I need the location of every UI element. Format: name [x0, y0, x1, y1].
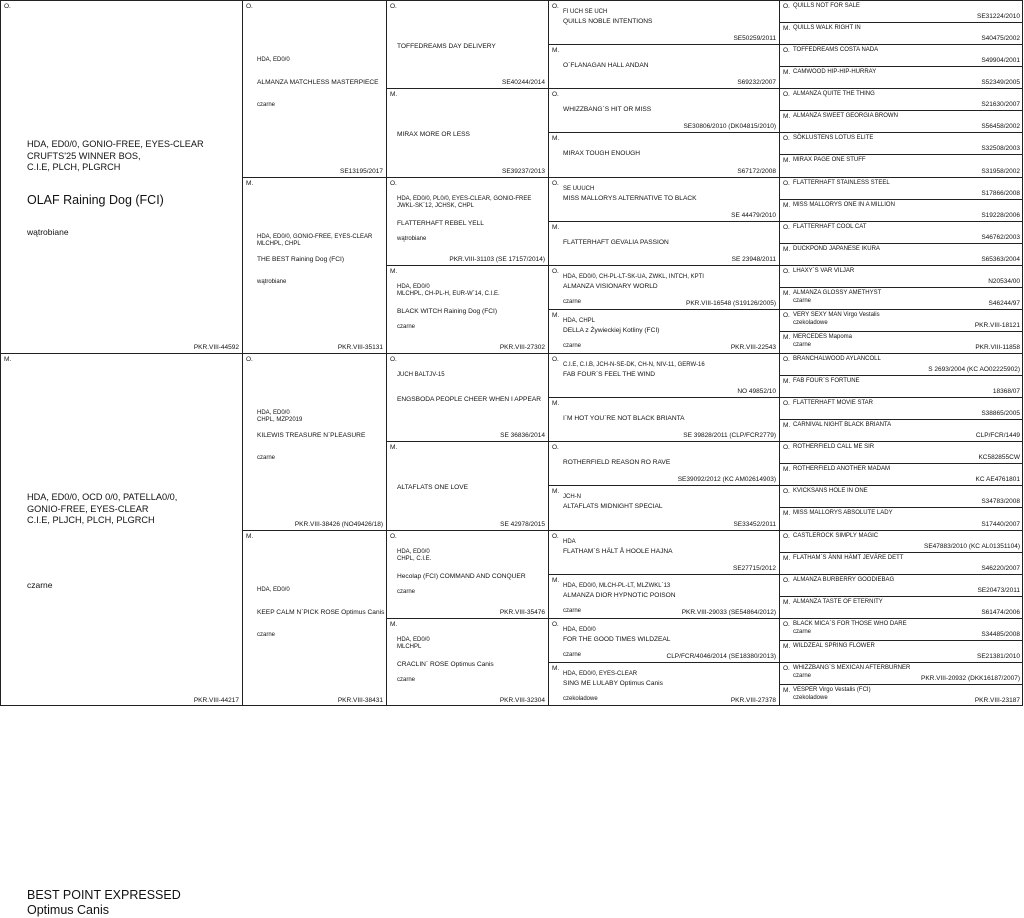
registration-number: CLP/FCR/4046/2014 (SE18380/2013): [666, 652, 776, 660]
dog-name: KEEP CALM N`PICK ROSE Optimus Canis: [257, 608, 385, 616]
registration-number: PKR.VIII-11858: [975, 344, 1020, 351]
dog-color: czarne: [257, 455, 276, 461]
pedigree-cell-gen5: [779, 199, 1023, 221]
registration-number: PKR.VIII-38431: [337, 697, 383, 704]
dog-name: FAB FOUR`S FORTUNE: [793, 378, 860, 385]
pedigree-cell-gen5: [779, 397, 1023, 419]
registration-number: 18368/07: [992, 388, 1020, 396]
pedigree-cell-gen3: [386, 0, 548, 88]
pedigree-cell-gen4: [548, 265, 779, 309]
dog-name: SING ME LULABY Optimus Canis: [563, 679, 663, 687]
pedigree-cell-gen2: [242, 353, 386, 530]
dog-color: wątrobiane: [27, 227, 69, 237]
registration-number: S31958/2002: [981, 167, 1020, 175]
dog-name: MISS MALLORYS ONE IN A MILLION: [793, 201, 895, 208]
registration-number: SE31224/2010: [976, 13, 1020, 21]
pedigree-cell-gen4: [548, 618, 779, 662]
dog-name: BLACK WITCH Raining Dog (FCI): [397, 307, 498, 315]
registration-number: SE40244/2014: [501, 79, 545, 87]
sex-label: M.: [783, 289, 791, 297]
registration-number: PKR.VIII-35476: [499, 608, 545, 616]
registration-number: S67172/2008: [737, 167, 776, 175]
dog-color: czarne: [793, 297, 812, 304]
dog-titles: HDA, ED0/0: [563, 626, 596, 633]
dog-name: CASTLEROCK SIMPLY MAGIC: [793, 532, 879, 539]
pedigree-cell-gen4: [548, 441, 779, 485]
dog-color: czekoladowe: [793, 319, 828, 326]
pedigree-cell-gen3: [386, 88, 548, 176]
pedigree-cell-gen5: [779, 507, 1023, 529]
dog-color: czarne: [397, 676, 416, 683]
registration-number: SE33452/2011: [733, 520, 776, 528]
registration-number: PKR.VIII-31103 (SE 17157/2014): [449, 255, 545, 263]
registration-number: S69232/2007: [737, 79, 776, 87]
registration-number: PKR.VIII-23187: [974, 697, 1020, 704]
sex-label: O.: [783, 532, 790, 540]
sex-label: O.: [390, 356, 397, 363]
pedigree-cell-gen5: [779, 309, 1023, 331]
dog-name: FLATTERHAFT GEVALIA PASSION: [563, 238, 669, 246]
pedigree-cell-gen4: [548, 397, 779, 441]
sex-label: O.: [552, 179, 559, 187]
registration-number: S32508/2003: [981, 145, 1020, 153]
sex-label: M.: [783, 25, 791, 33]
registration-number: S46244/97: [988, 299, 1020, 307]
pedigree-cell-gen5: [779, 243, 1023, 265]
sex-label: O.: [552, 532, 559, 540]
dog-name: ROTHERFIELD CALL ME SIR: [793, 444, 875, 451]
dog-name: BLACK MICA`S FOR THOSE WHO DARE: [793, 620, 907, 627]
pedigree-cell-gen1: [0, 353, 242, 917]
dog-color: wątrobiane: [397, 235, 427, 242]
registration-number: SE30806/2010 (DK04815/2010): [683, 123, 776, 131]
dog-name: ALTAFLATS MIDNIGHT SPECIAL: [563, 503, 663, 511]
pedigree-cell-gen3: [386, 618, 548, 706]
pedigree-cell-gen5: [779, 22, 1023, 44]
dog-name: FLATTERHAFT STAINLESS STEEL: [793, 179, 890, 186]
registration-number: PKR.VIII-44592: [193, 344, 239, 351]
dog-name: FLATHAM`S HÄLT Å HOOLE HAJNA: [563, 547, 673, 555]
registration-number: SE 44479/2010: [731, 211, 776, 219]
sex-label: M.: [783, 466, 791, 474]
dog-name: FOR THE GOOD TIMES WILDZEAL: [563, 635, 671, 643]
sex-label: O.: [783, 400, 790, 408]
sex-label: O.: [783, 267, 790, 275]
dog-name: MISS MALLORYS ABSOLUTE LADY: [793, 510, 893, 517]
pedigree-cell-gen5: [779, 419, 1023, 441]
pedigree-cell-gen5: [779, 132, 1023, 154]
sex-label: M.: [783, 422, 791, 430]
sex-label: M.: [552, 488, 560, 496]
dog-name: ROTHERFIELD REASON RO RAVE: [563, 459, 671, 467]
pedigree-cell-gen5: [779, 88, 1023, 110]
registration-number: NO 49852/10: [737, 388, 776, 396]
pedigree-cell-gen4: [548, 221, 779, 265]
registration-number: SE47883/2010 (KC AL01351104): [923, 542, 1020, 550]
pedigree-cell-gen5: [779, 177, 1023, 199]
sex-label: M.: [246, 179, 254, 187]
sex-label: M.: [783, 598, 791, 606]
registration-number: PKR.VIII-22543: [730, 344, 776, 351]
registration-number: S 2693/2004 (KC AO02225902): [928, 366, 1020, 374]
dog-name: TOFFEDREAMS COSTA NADA: [793, 47, 879, 54]
dog-name: ENGSBODA PEOPLE CHEER WHEN I APPEAR: [397, 396, 542, 403]
sex-label: O.: [783, 179, 790, 187]
registration-number: SE50259/2011: [733, 35, 776, 43]
dog-name: KVICKSANS HOLE IN ONE: [793, 488, 868, 495]
dog-name: DUCKPOND JAPANESE IKURA: [793, 245, 880, 252]
sex-label: M.: [783, 333, 791, 341]
registration-number: SE27715/2012: [732, 564, 776, 572]
dog-name: ROTHERFIELD ANOTHER MADAM: [793, 466, 891, 473]
sex-label: O.: [552, 91, 559, 99]
registration-number: SE 42978/2015: [500, 520, 545, 528]
registration-number: N20534/00: [988, 277, 1020, 285]
sex-label: O.: [783, 223, 790, 231]
dog-name: FAB FOUR`S FEEL THE WIND: [563, 371, 655, 378]
sex-label: O.: [783, 47, 790, 55]
registration-number: S34485/2008: [981, 630, 1020, 638]
registration-number: PKR.VIII-44217: [193, 697, 239, 704]
dog-color: czarne: [793, 628, 812, 635]
dog-name: ALMANZA TASTE OF ETERNITY: [793, 598, 883, 605]
dog-color: czarne: [257, 102, 276, 108]
pedigree-cell-gen5: [779, 530, 1023, 552]
dog-name: SÖKLUSTENS LOTUS ELITE: [793, 135, 874, 142]
pedigree-cell-gen5: [779, 353, 1023, 375]
dog-name: ALMANZA MATCHLESS MASTERPIECE: [257, 79, 379, 86]
dog-name: FLATTERHAFT REBEL YELL: [397, 219, 484, 227]
registration-number: PKR.VIII-27302: [499, 344, 545, 351]
pedigree-cell-gen5: [779, 684, 1023, 706]
sex-label: M.: [783, 642, 791, 650]
sex-label: O.: [783, 620, 790, 628]
dog-titles: FI UCH SE UCH: [563, 9, 608, 15]
sex-label: M.: [552, 400, 560, 408]
dog-titles: HDA, ED0/0, OCD 0/0, PATELLA0/0, GONIO-FREE, EYES-CLEAR C.I.E, PLJCH, PLCH, PLGRCH: [27, 492, 178, 525]
dog-name: MISS MALLORYS ALTERNATIVE TO BLACK: [563, 194, 697, 202]
registration-number: PKR.VIII-38426 (NO49426/18): [294, 520, 383, 528]
registration-number: SE 36836/2014: [500, 432, 545, 440]
pedigree-cell-gen3: [386, 177, 548, 265]
sex-label: O.: [783, 311, 790, 319]
dog-color: czarne: [397, 323, 416, 330]
dog-name: ALMANZA DIOR HYPNOTIC POISON: [563, 591, 676, 599]
dog-titles: HDA, ED0/0: [257, 586, 290, 593]
pedigree-cell-gen4: [548, 662, 779, 706]
dog-color: czarne: [397, 588, 416, 595]
registration-number: S52349/2005: [981, 79, 1020, 87]
pedigree-cell-gen3: [386, 441, 548, 529]
pedigree-cell-gen5: [779, 221, 1023, 243]
sex-label: M.: [783, 201, 791, 209]
dog-color: czarne: [257, 631, 276, 638]
dog-name: FLATTERHAFT COOL CAT: [793, 223, 867, 230]
pedigree-cell-gen5: [779, 154, 1023, 176]
dog-name: KILEWIS TREASURE N`PLEASURE: [257, 432, 366, 439]
pedigree-cell-gen5: [779, 0, 1023, 22]
sex-label: M.: [783, 113, 791, 121]
registration-number: KC582855CW: [978, 454, 1020, 462]
dog-titles: HDA, ED0/0, GONIO-FREE, EYES-CLEAR CRUFTS'25 WINNER BOS, C.I.E, PLCH, PLGRCH: [27, 139, 204, 172]
pedigree-cell-gen4: [548, 485, 779, 529]
sex-label: M.: [390, 91, 398, 99]
sex-label: M.: [552, 311, 560, 319]
sex-label: M.: [552, 223, 560, 231]
registration-number: PKR.VIII-18121: [974, 321, 1020, 329]
pedigree-cell-gen5: [779, 110, 1023, 132]
dog-titles: HDA, ED0/0, EYES-CLEAR: [563, 670, 638, 677]
dog-name: QUILLS WALK RIGHT IN: [793, 25, 861, 32]
sex-label: O.: [783, 576, 790, 584]
dog-titles: HDA, ED0/0 CHPL, MZP2019: [257, 410, 303, 423]
dog-name: ALMANZA BURBERRY GOODIEBAG: [793, 576, 895, 583]
sex-label: M.: [552, 664, 560, 672]
sex-label: M.: [783, 245, 791, 253]
registration-number: S21630/2007: [981, 101, 1020, 109]
pedigree-cell-gen5: [779, 375, 1023, 397]
registration-number: SE 39828/2011 (CLP/FCR2779): [683, 432, 776, 440]
sex-label: O.: [552, 620, 559, 628]
dog-name: QUILLS NOBLE INTENTIONS: [563, 18, 653, 25]
pedigree-cell-gen5: [779, 552, 1023, 574]
dog-name: ALMANZA SWEET GEORGIA BROWN: [793, 113, 898, 120]
dog-titles: JUCH BALTJV-15: [397, 372, 445, 378]
dog-color: czarne: [793, 341, 812, 348]
pedigree-cell-gen5: [779, 618, 1023, 640]
registration-number: SE13195/2017: [339, 167, 383, 175]
registration-number: S46762/2003: [981, 233, 1020, 241]
pedigree-cell-gen4: [548, 177, 779, 221]
pedigree-cell-gen4: [548, 353, 779, 397]
registration-number: S17866/2008: [981, 189, 1020, 197]
dog-titles: HDA, ED0/0 MLCHPL: [397, 636, 430, 650]
pedigree-cell-gen2: [242, 0, 386, 177]
dog-color: czarne: [793, 672, 812, 679]
registration-number: S65363/2004: [981, 255, 1020, 263]
pedigree-cell-gen5: [779, 44, 1023, 66]
dog-name: WHIZZBANG`S HIT OR MISS: [563, 106, 652, 114]
dog-name: DELLA z Żywieckiej Kotliny (FCI): [563, 326, 660, 334]
dog-titles: HDA, ED0/0, PL0/0, EYES-CLEAR, GONIO-FREE JWKL-SK`12, JCHSK, CHPL: [397, 195, 532, 209]
sex-label: O.: [552, 444, 559, 452]
dog-name: VERY SEXY MAN Virgo Vestalis: [793, 311, 880, 318]
dog-name: BRANCHALWOOD AYLANCOLL: [793, 356, 881, 362]
sex-label: M.: [390, 620, 398, 628]
registration-number: S56458/2002: [981, 123, 1020, 131]
dog-titles: SE UUUCH: [563, 185, 595, 192]
dog-titles: HDA, ED0/0, MLCH-PL-LT, MLZWKL`13: [563, 582, 671, 589]
registration-number: S40475/2002: [981, 35, 1020, 43]
dog-name: OLAF Raining Dog (FCI): [27, 193, 164, 207]
pedigree-cell-gen4: [548, 88, 779, 132]
dog-name: MIRAX MORE OR LESS: [397, 131, 470, 139]
sex-label: M.: [390, 444, 398, 452]
pedigree-cell-gen5: [779, 331, 1023, 353]
registration-number: PKR.VIII-16548 (S19126/2005): [686, 299, 776, 307]
dog-name: WHIZZBANG`S MEXICAN AFTERBURNER: [793, 664, 911, 671]
sex-label: O.: [552, 3, 559, 10]
dog-name: O`FLANAGAN HALL ANDAN: [563, 62, 649, 70]
sex-label: O.: [783, 356, 790, 363]
dog-titles: JCH-N: [563, 494, 581, 501]
dog-color: czarne: [563, 342, 582, 349]
sex-label: O.: [390, 179, 397, 187]
dog-titles: HDA, ED0/0, GONIO-FREE, EYES-CLEAR MLCHPL, CHPL: [257, 233, 373, 247]
sex-label: M.: [783, 378, 791, 386]
sex-label: M.: [783, 686, 791, 694]
sex-label: O.: [552, 356, 559, 363]
pedigree-cell-gen5: [779, 574, 1023, 596]
registration-number: SE 23948/2011: [731, 255, 776, 263]
sex-label: O.: [390, 532, 397, 540]
sex-label: O.: [783, 444, 790, 452]
dog-titles: HDA, ED0/0, CH-PL-LT-SK-UA, ZWKL, INTCH, KPTI: [563, 273, 704, 280]
dog-name: I`M HOT YOU`RE NOT BLACK BRIANTA: [563, 415, 685, 423]
dog-name: THE BEST Raining Dog (FCI): [257, 255, 345, 263]
registration-number: S34783/2008: [981, 498, 1020, 506]
dog-titles: HDA, ED0/0 MLCHPL, CH-PL-H, EUR-W`14, C.I.E.: [397, 283, 500, 297]
pedigree-cell-gen4: [548, 0, 779, 44]
dog-titles: HDA, ED0/0: [257, 57, 290, 63]
dog-name: FLATTERHAFT MOVIE STAR: [793, 400, 874, 407]
dog-name: QUILLS NOT FOR SALE: [793, 3, 860, 9]
sex-label: O.: [390, 3, 397, 10]
registration-number: S61474/2006: [981, 608, 1020, 616]
sex-label: M.: [552, 47, 560, 55]
dog-name: BEST POINT EXPRESSED Optimus Canis: [27, 888, 181, 917]
registration-number: S38865/2005: [981, 410, 1020, 418]
dog-titles: HDA: [563, 538, 576, 545]
dog-titles: HDA, ED0/0 CHPL, C.I.E.: [397, 548, 432, 562]
sex-label: M.: [783, 157, 791, 165]
dog-name: MIRAX PAGE ONE STUFF: [793, 157, 866, 164]
dog-titles: HDA, CHPL: [563, 317, 596, 324]
pedigree-cell-gen3: [386, 265, 548, 353]
pedigree-cell-gen5: [779, 66, 1023, 88]
registration-number: S46220/2007: [981, 564, 1020, 572]
pedigree-cell-gen4: [548, 574, 779, 618]
dog-color: czekoladowe: [793, 694, 828, 701]
pedigree-cell-gen5: [779, 640, 1023, 662]
pedigree-cell-gen3: [386, 353, 548, 441]
registration-number: PKR.VIII-35131: [337, 344, 383, 351]
sex-label: M.: [783, 554, 791, 562]
registration-number: SE21381/2010: [976, 652, 1020, 660]
dog-name: Hecolap (FCI) COMMAND AND CONQUER: [397, 572, 526, 580]
dog-color: czarne: [563, 298, 582, 305]
dog-name: LHAXY`S VAR VILJAR: [793, 267, 855, 274]
pedigree-cell-gen2: [242, 177, 386, 354]
sex-label: O.: [246, 356, 253, 363]
sex-label: O.: [783, 488, 790, 496]
dog-name: CAMWOOD HIP-HIP-HURRAY: [793, 69, 877, 76]
sex-label: M.: [552, 576, 560, 584]
registration-number: SE20473/2011: [977, 586, 1020, 594]
pedigree-cell-gen4: [548, 309, 779, 353]
dog-color: czarne: [563, 607, 582, 614]
sex-label: M.: [4, 356, 12, 363]
dog-color: czekoladowe: [563, 695, 598, 702]
sex-label: O.: [246, 3, 253, 10]
sex-label: M.: [552, 135, 560, 143]
pedigree-cell-gen5: [779, 287, 1023, 309]
dog-color: czarne: [563, 651, 582, 658]
registration-number: SE39237/2013: [501, 167, 545, 175]
dog-name: VESPER Virgo Vestalis (FCI): [793, 686, 871, 693]
registration-number: PKR.VIII-27378: [730, 697, 776, 704]
dog-name: MERCEDES Mapoma: [793, 333, 853, 340]
registration-number: PKR.VIII-29033 (SE54864/2012): [681, 608, 776, 616]
registration-number: S19228/2006: [981, 211, 1020, 219]
registration-number: S49904/2001: [981, 57, 1020, 65]
sex-label: M.: [246, 532, 254, 540]
sex-label: M.: [783, 510, 791, 518]
pedigree-cell-gen4: [548, 132, 779, 176]
dog-name: CRACLIN` ROSE Optimus Canis: [397, 660, 494, 668]
sex-label: O.: [4, 3, 11, 10]
pedigree-cell-gen5: [779, 463, 1023, 485]
pedigree-cell-gen4: [548, 44, 779, 88]
dog-name: ALMANZA GLOSSY AMETHYST: [793, 289, 882, 296]
registration-number: S17440/2007: [981, 520, 1020, 528]
registration-number: KC AE4761801: [975, 476, 1020, 484]
sex-label: O.: [783, 664, 790, 672]
pedigree-cell-gen5: [779, 596, 1023, 618]
dog-name: ALMANZA VISIONARY WORLD: [563, 282, 658, 290]
pedigree-cell-gen5: [779, 485, 1023, 507]
dog-name: WILDZEAL SPRING FLOWER: [793, 642, 875, 649]
dog-name: TOFFEDREAMS DAY DELIVERY: [397, 43, 496, 50]
registration-number: SE39092/2012 (KC AM02614903): [677, 476, 776, 484]
pedigree-cell-gen3: [386, 530, 548, 618]
dog-titles: C.I.E, C.I.B, JCH-N-SE-DK, CH-N, NIV-11, GERW-16: [563, 362, 705, 368]
sex-label: O.: [783, 135, 790, 143]
pedigree-cell-gen5: [779, 441, 1023, 463]
registration-number: PKR.VIII-32304: [499, 697, 545, 704]
dog-name: FLATHAM`S ÄNNI HÄMT JEVÄRE DETT: [793, 554, 904, 561]
dog-color: wątrobiane: [257, 278, 287, 285]
registration-number: PKR.VIII-20932 (DKK16187/2007): [920, 674, 1020, 682]
dog-name: CARNIVAL NIGHT BLACK BRIANTA: [793, 422, 892, 429]
registration-number: CLP/FCR/1449: [975, 432, 1020, 440]
dog-name: MIRAX TOUGH ENOUGH: [563, 150, 641, 158]
sex-label: O.: [783, 3, 790, 10]
pedigree-cell-gen1: [0, 0, 242, 353]
dog-name: ALMANZA QUITE THE THING: [793, 91, 875, 98]
dog-name: ALTAFLATS ONE LOVE: [397, 484, 469, 492]
pedigree-cell-gen5: [779, 662, 1023, 684]
pedigree-cell-gen2: [242, 530, 386, 707]
pedigree-cell-gen4: [548, 530, 779, 574]
sex-label: O.: [552, 267, 559, 275]
dog-color: czarne: [27, 580, 53, 590]
sex-label: M.: [390, 267, 398, 275]
sex-label: M.: [783, 69, 791, 77]
sex-label: O.: [783, 91, 790, 99]
pedigree-cell-gen5: [779, 265, 1023, 287]
